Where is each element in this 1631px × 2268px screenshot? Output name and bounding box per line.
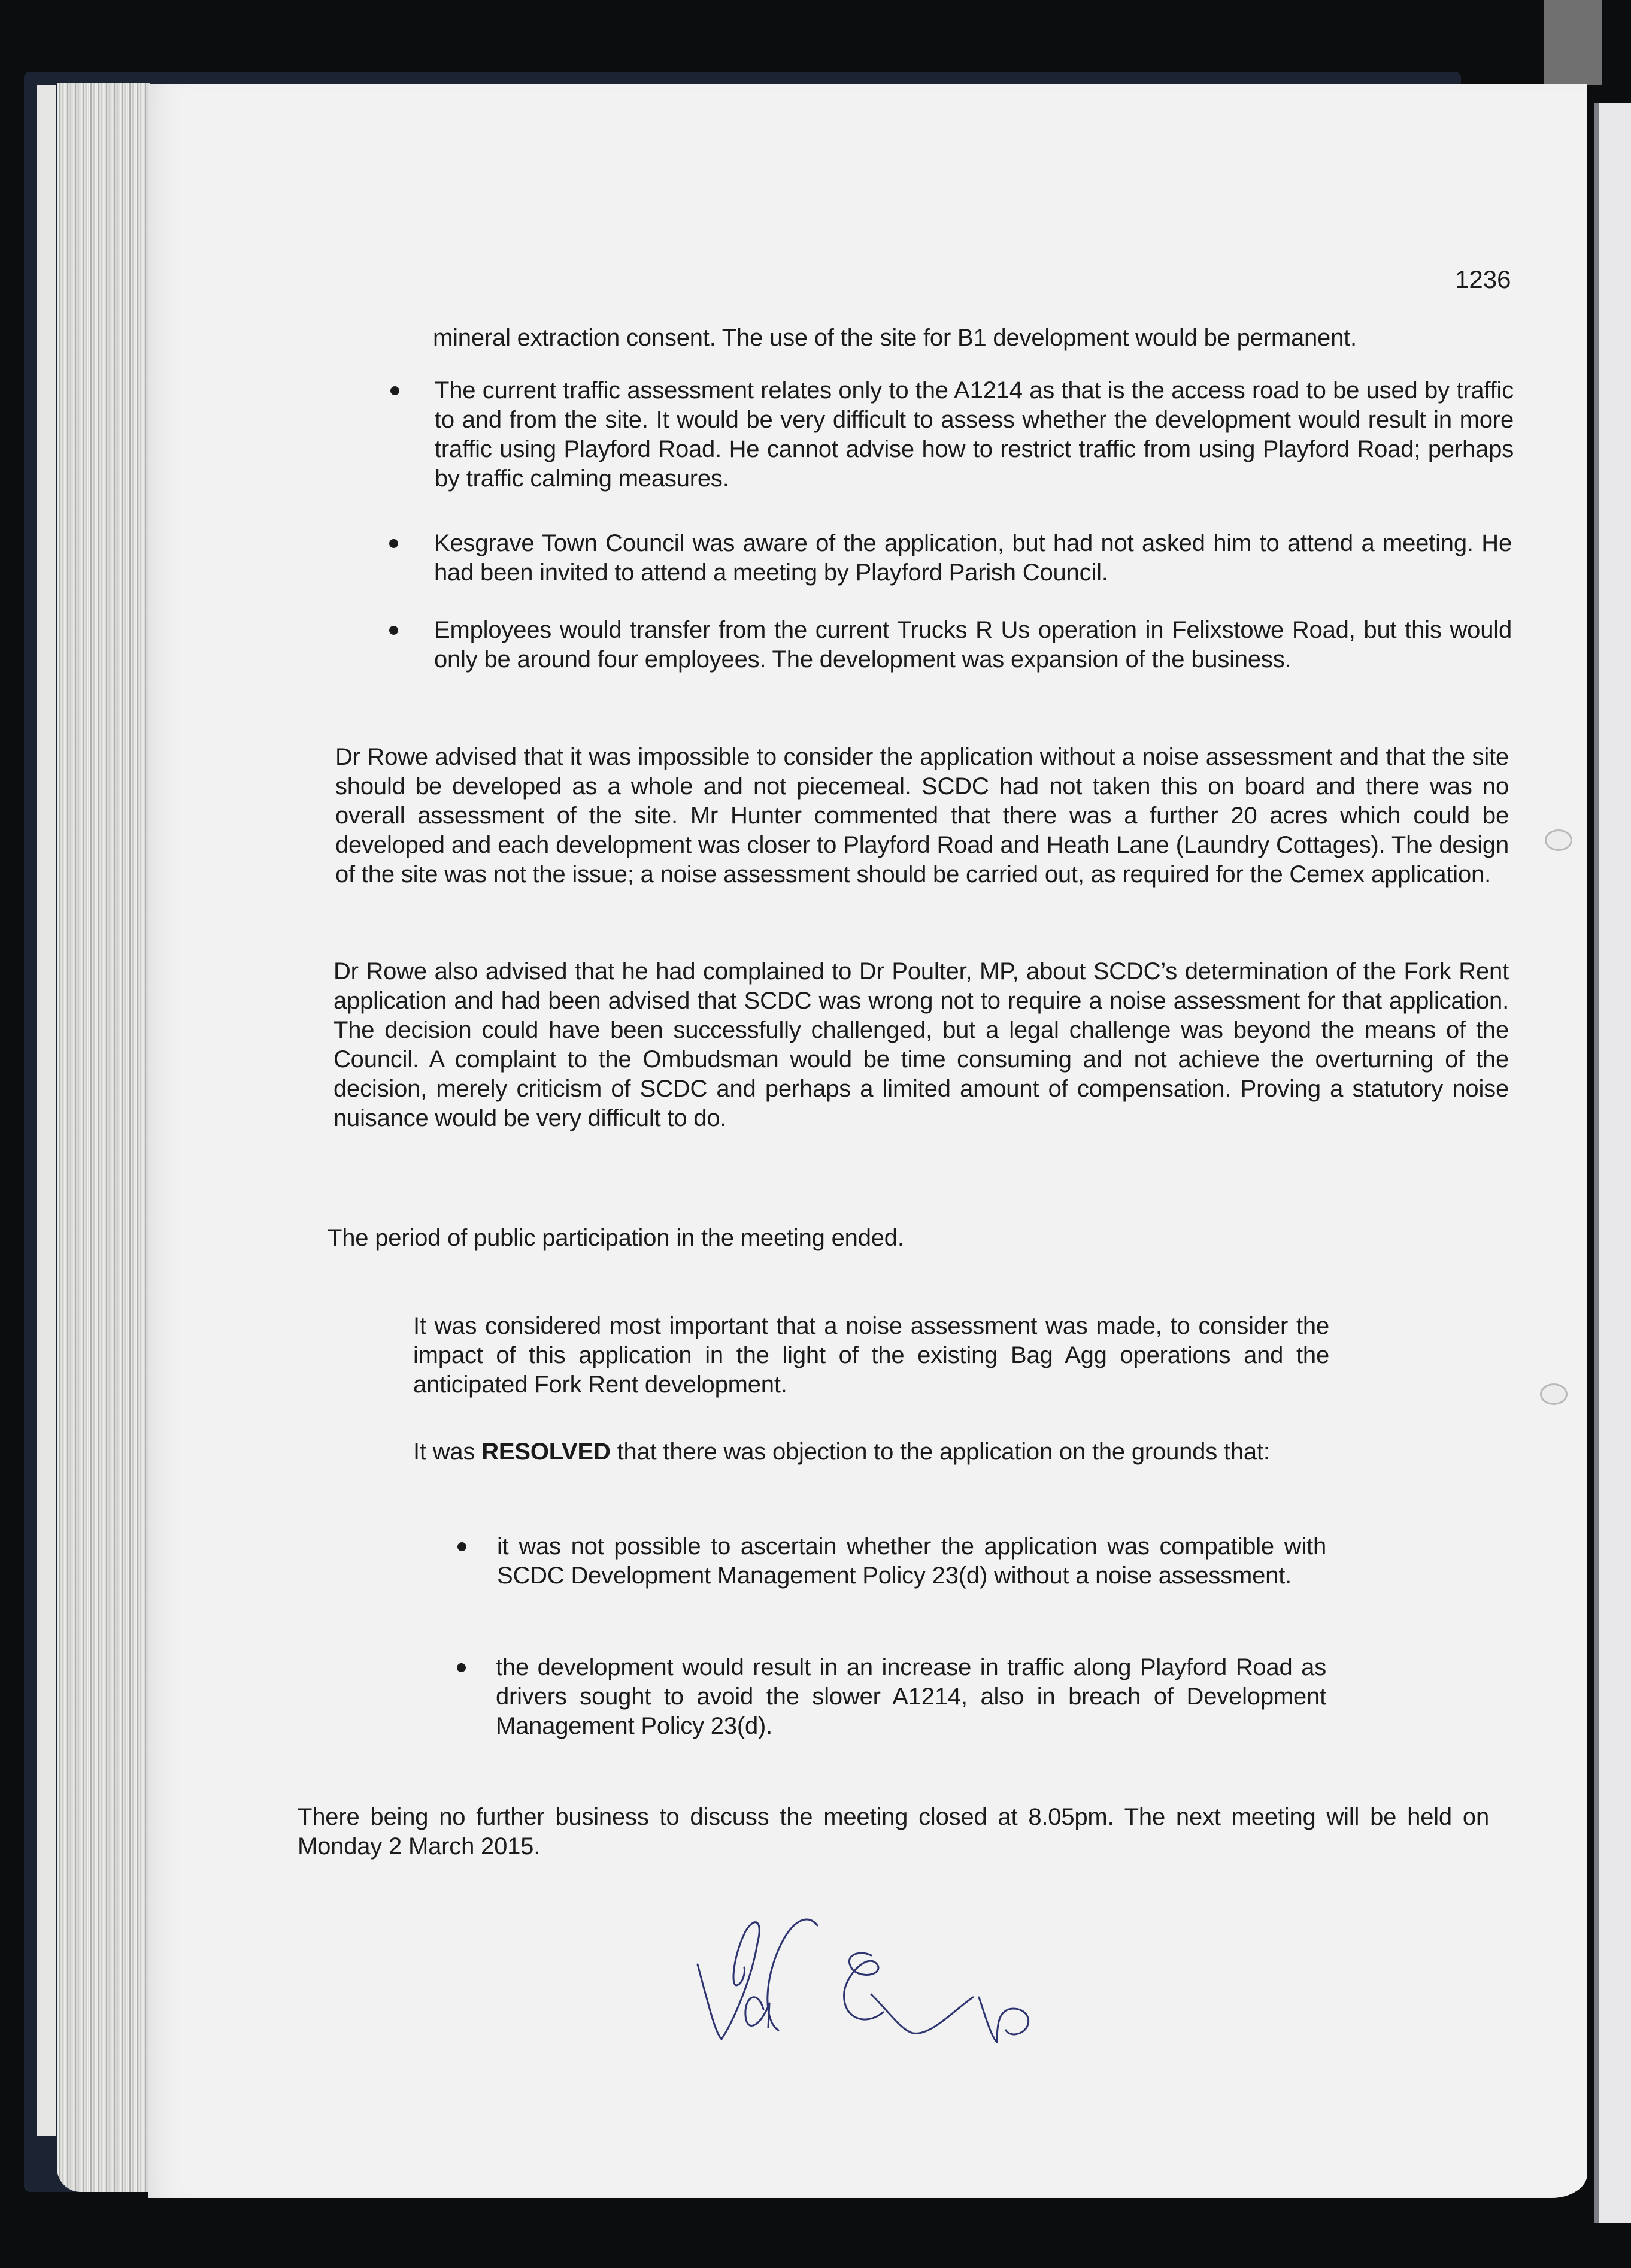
paragraph: Dr Rowe also advised that he had complained to Dr Poulter, MP, about SCDC’s determination of the Fork Rent application and had been advised that SCDC was wrong not to require a noise assessment for that application. The decision could have been successfully challenged, but a legal challenge was beyond the means of the Council. A complaint to the Ombudsman would be time consuming and not achieve the overturning of the decision, merely criticism of SCDC and perhaps a limited amount of compensation. Proving a statutory noise nuisance would be very difficult to do.	[334, 958, 1509, 1131]
continuation-text: mineral extraction consent. The use of the site for B1 development would be permanent.	[433, 325, 1357, 351]
endpaper	[37, 85, 56, 2136]
resolution-prefix: It was	[413, 1439, 482, 1465]
participation-ended: The period of public participation in the meeting ended.	[328, 1225, 904, 1251]
bullet-icon	[390, 386, 399, 395]
next-page-edge	[1594, 103, 1631, 2223]
consideration: It was considered most important that a noise assessment was made, to consider the impact of this application in the light of the existing Bag Agg operations and the anticipated Fork Rent development.	[413, 1313, 1329, 1398]
punch-hole	[1540, 1383, 1568, 1405]
closing-statement: There being no further business to discuss the meeting closed at 8.05pm. The next meeting will be held on Monday 2 March 2015.	[298, 1804, 1489, 1860]
resolved-keyword: RESOLVED	[481, 1439, 611, 1465]
page-stack-edge	[57, 83, 150, 2192]
list-item: Kesgrave Town Council was aware of the application, but had not asked him to attend a meeting. He had been invited to attend a meeting by Playford Parish Council.	[434, 530, 1512, 586]
bullet-icon	[389, 539, 398, 548]
ground-item: it was not possible to ascertain whether the application was compatible with SCDC Development Management Policy 23(d) without a noise assessment.	[497, 1533, 1326, 1589]
bullet-icon	[457, 1542, 466, 1551]
ground-item: the development would result in an increase in traffic along Playford Road as drivers sought to avoid the slower A1214, also in breach of Development Management Policy 23(d).	[496, 1654, 1326, 1739]
list-item: Employees would transfer from the current Trucks R Us operation in Felixstowe Road, but this would only be around four employees. The development was expansion of the business.	[434, 617, 1512, 673]
page-number: 1236	[1455, 265, 1511, 293]
signature-strokes	[698, 1919, 1039, 2063]
list-item: The current traffic assessment relates only to the A1214 as that is the access road to be used by traffic to and from the site. It would be very difficult to assess whether the development would result in more traffic using Playford Road. He cannot advise how to restrict traffic from using Playford Road; perhaps by traffic calming measures.	[435, 377, 1514, 492]
resolution	[413, 1437, 1329, 1467]
punch-hole	[1545, 829, 1572, 851]
background-strap	[1544, 0, 1602, 85]
bullet-icon	[389, 626, 398, 635]
bullet-icon	[457, 1663, 466, 1672]
paragraph: Dr Rowe advised that it was impossible to consider the application without a noise assessment and that the site should be developed as a whole and not piecemeal. SCDC had not taken this on board and there was no overall assessment of the site. Mr Hunter commented that there was a further 20 acres which could be developed and each development was closer to Playford Road and Heath Lane (Laundry Cottages). The design of the site was not the issue; a noise assessment should be carried out, as required for the Cemex application.	[335, 744, 1509, 888]
signature	[674, 1907, 1212, 2063]
resolution-suffix: that there was objection to the application on the grounds that:	[610, 1439, 1270, 1465]
